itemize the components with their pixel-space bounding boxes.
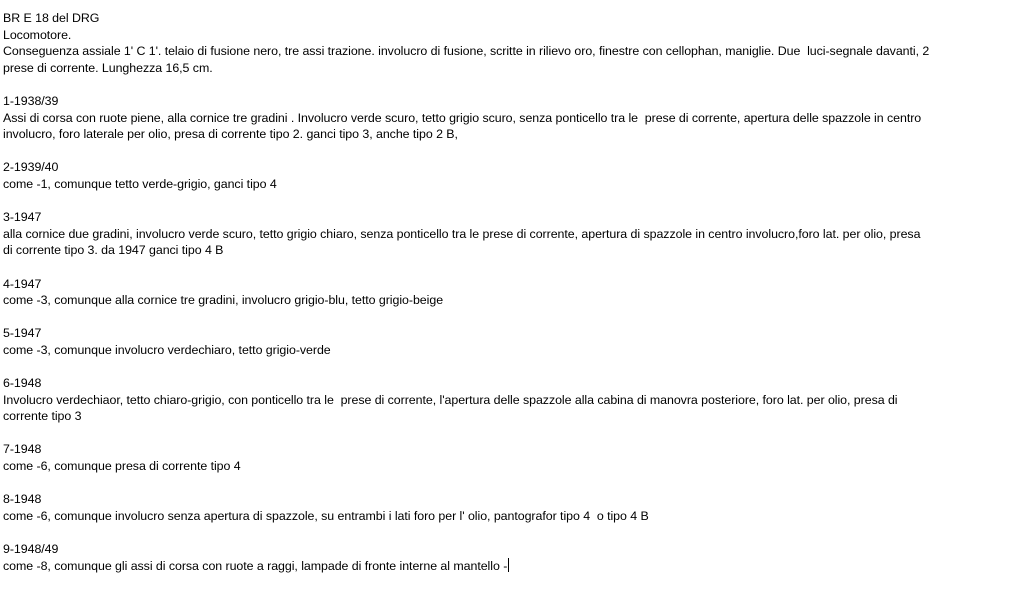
blank-line (3, 259, 1021, 276)
entry-text: come -8, comunque gli assi di corsa con ruote a raggi, lampade di fronte interne al mantello - (3, 558, 508, 573)
document-title: BR E 18 del DRG (3, 11, 100, 25)
blank-line (3, 193, 1021, 210)
entry-text-line: Assi di corsa con ruote piene, alla cornice tre gradini . Involucro verde scuro, tetto grigio scuro, senza ponticello tra le prese di corrente, apertura delle spazzole in centro (3, 110, 922, 125)
blank-line (3, 358, 1021, 375)
entry-3 (3, 209, 1021, 259)
text-cursor (508, 558, 509, 572)
entry-code: 2-1939/40 (3, 160, 59, 175)
entry-text-line: come -6, comunque involucro senza apertura di spazzole, su entrambi i lati foro per l' olio, pantografor tipo 4 o tipo 4 B (3, 508, 649, 523)
entry-code: 1-1938/39 (3, 93, 59, 108)
description-line: prese di corrente. Lunghezza 16,5 cm. (3, 60, 213, 75)
entry-text-line: come -1, comunque tetto verde-grigio, ganci tipo 4 (3, 176, 277, 191)
entry-code: 6-1948 (3, 376, 42, 391)
blank-line (3, 143, 1021, 160)
blank-line (3, 524, 1021, 541)
entry-8 (3, 491, 1021, 524)
entry-text-line: involucro, foro laterale per olio, presa di corrente tipo 2. ganci tipo 3, anche tipo 2 B, (3, 127, 458, 142)
entry-code: 8-1948 (3, 492, 42, 507)
entry-text-line: di corrente tipo 3. da 1947 ganci tipo 4 B (3, 243, 224, 258)
entry-text-line: come -3, comunque involucro verdechiaro, tetto grigio-verde (3, 342, 331, 357)
entry-1 (3, 93, 1021, 143)
entry-text-line: come -6, comunque presa di corrente tipo 4 (3, 459, 241, 474)
document-body[interactable] (3, 10, 1021, 574)
entry-text-line-with-caret (3, 558, 1021, 575)
entry-text-line: corrente tipo 3 (3, 409, 82, 424)
blank-line (3, 76, 1021, 93)
document-subtitle: Locomotore. (3, 27, 72, 42)
entry-text-line: come -3, comunque alla cornice tre gradini, involucro grigio-blu, tetto grigio-beige (3, 293, 444, 308)
entry-7 (3, 441, 1021, 474)
entry-9 (3, 541, 1021, 574)
entry-2 (3, 159, 1021, 192)
entry-4 (3, 276, 1021, 309)
entry-6 (3, 375, 1021, 425)
entry-code: 3-1947 (3, 210, 42, 225)
entry-text-line: Involucro verdechiaor, tetto chiaro-grigio, con ponticello tra le prese di corrente, l'apertura delle spazzole alla cabina di manovra posteriore, foro lat. per olio, presa di (3, 392, 898, 407)
blank-line (3, 475, 1021, 492)
entry-text-line: alla cornice due gradini, involucro verde scuro, tetto grigio chiaro, senza ponticello tra le prese di corrente, apertura di spazzole in centro involucro,foro lat. per olio, presa (3, 226, 921, 241)
entry-code: 9-1948/49 (3, 542, 59, 556)
blank-line (3, 309, 1021, 326)
blank-line (3, 425, 1021, 442)
entry-code: 4-1947 (3, 276, 42, 291)
entry-code: 5-1947 (3, 326, 42, 341)
document-header (3, 10, 1021, 76)
description-line: Conseguenza assiale 1' C 1'. telaio di fusione nero, tre assi trazione. involucro di fusione, scritte in rilievo oro, finestre con cellophan, maniglie. Due luci-segnale davanti, 2 (3, 44, 930, 59)
entry-code: 7-1948 (3, 442, 42, 457)
entry-5 (3, 325, 1021, 358)
